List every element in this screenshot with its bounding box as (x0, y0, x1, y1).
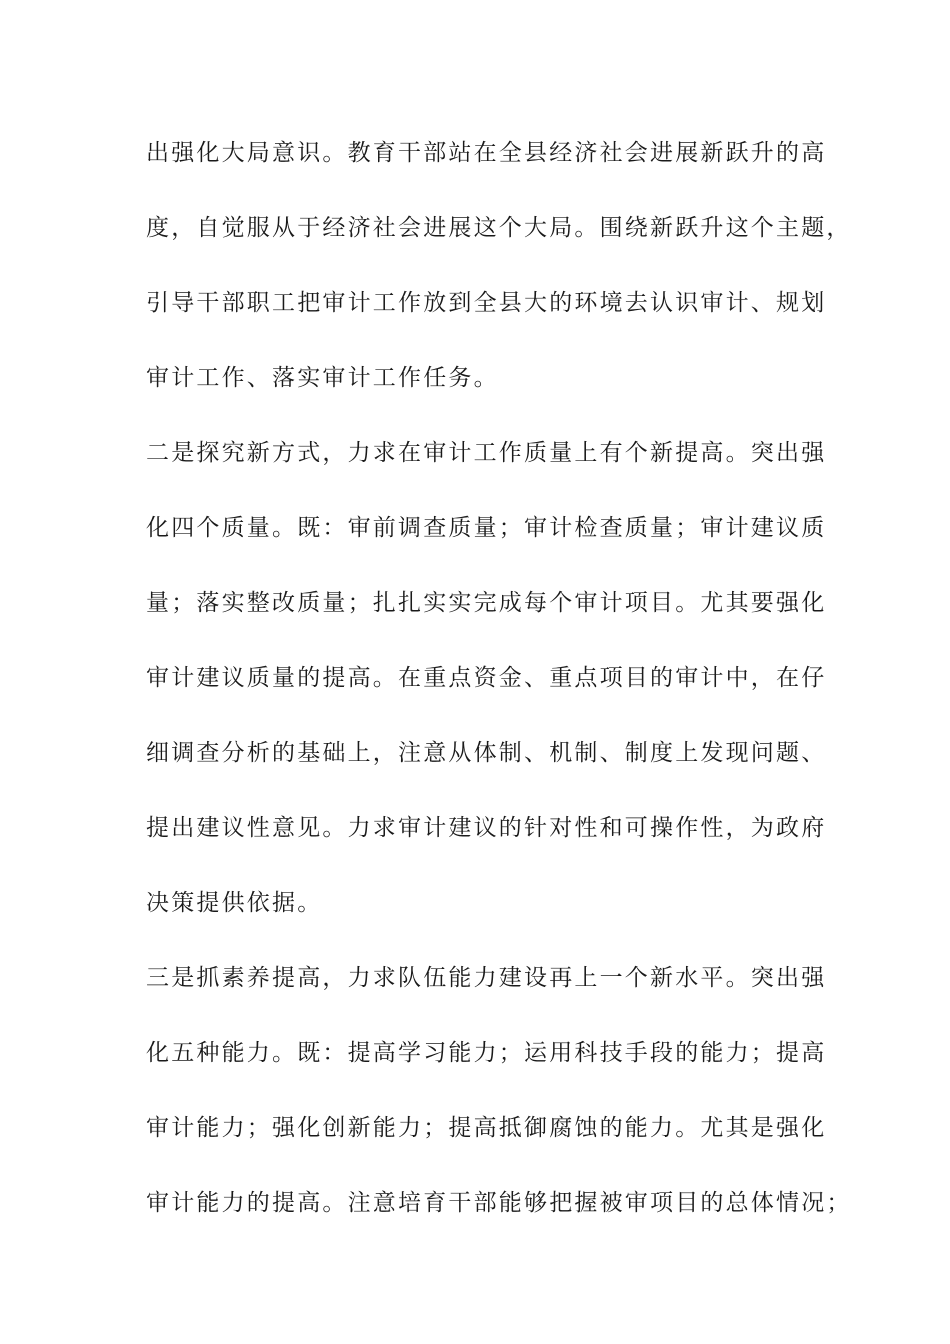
text-line: 二是探究新方式，力求在审计工作质量上有个新提高。突出强 (146, 440, 827, 466)
text-line: 度，自觉服从于经济社会进展这个大局。围绕新跃升这个主题， (146, 215, 852, 241)
text-line: 细调查分析的基础上，注意从体制、机制、制度上发现问题、 (146, 740, 827, 766)
text-line: 量；落实整改质量；扎扎实实完成每个审计项目。尤其要强化 (146, 590, 827, 616)
text-line: 审计能力；强化创新能力；提高抵御腐蚀的能力。尤其是强化 (146, 1115, 827, 1141)
text-line: 化四个质量。既：审前调查质量；审计检查质量；审计建议质 (146, 515, 827, 541)
body-text (146, 131, 852, 1256)
text-line: 化五种能力。既：提高学习能力；运用科技手段的能力；提高 (146, 1040, 827, 1066)
text-line: 审计建议质量的提高。在重点资金、重点项目的审计中，在仔 (146, 665, 827, 691)
text-line: 引导干部职工把审计工作放到全县大的环境去认识审计、规划 (146, 290, 827, 316)
text-line: 出强化大局意识。教育干部站在全县经济社会进展新跃升的高 (146, 140, 827, 166)
text-line: 审计能力的提高。注意培育干部能够把握被审项目的总体情况； (146, 1190, 852, 1216)
text-line: 提出建议性意见。力求审计建议的针对性和可操作性，为政府 (146, 815, 827, 841)
text-line: 决策提供依据。 (146, 890, 323, 916)
text-line: 审计工作、落实审计工作任务。 (146, 365, 499, 391)
text-line: 三是抓素养提高，力求队伍能力建设再上一个新水平。突出强 (146, 965, 827, 991)
